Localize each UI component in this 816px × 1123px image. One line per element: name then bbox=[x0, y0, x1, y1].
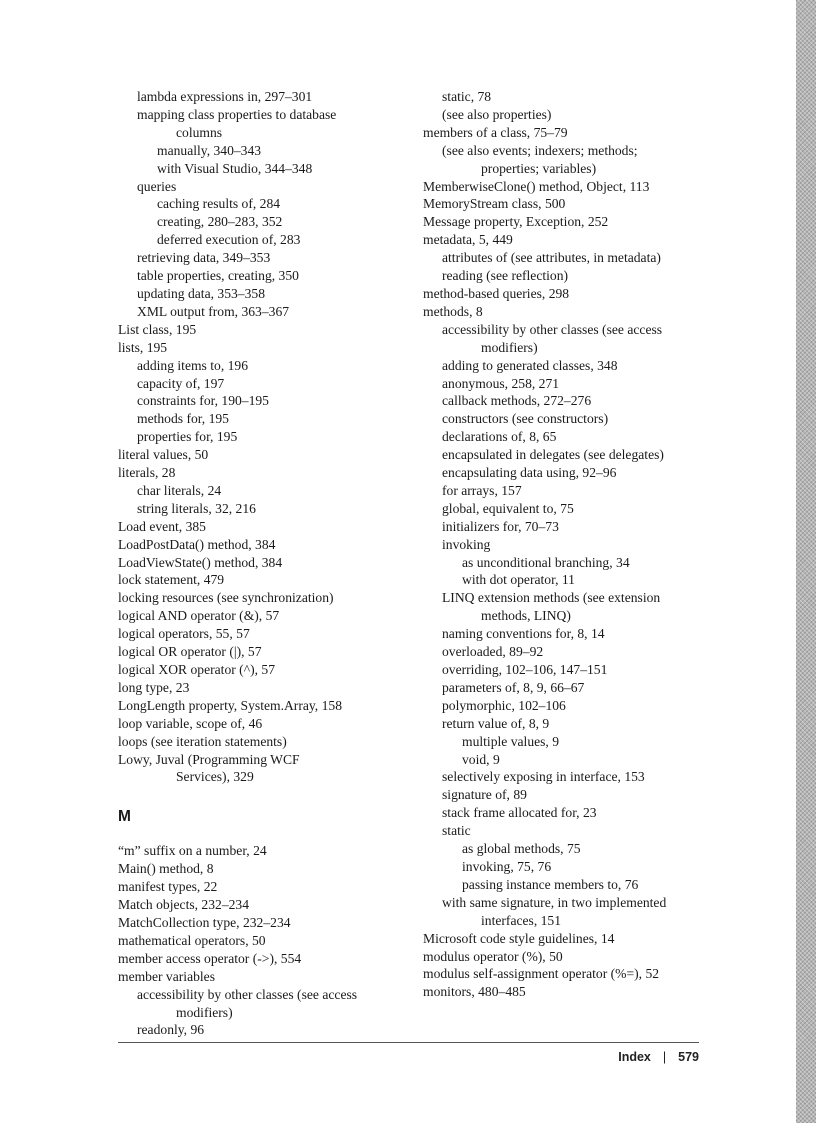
index-entry-level-2: as global methods, 75 bbox=[462, 841, 581, 857]
index-entry-level-1: static bbox=[442, 823, 471, 839]
index-entry-level-1: capacity of, 197 bbox=[137, 375, 225, 391]
index-entry-level-1: constructors (see constructors) bbox=[442, 411, 609, 427]
index-entry-level-0: lists, 195 bbox=[118, 339, 168, 355]
index-entry-level-0: literals, 28 bbox=[118, 465, 176, 481]
index-entry-level-0: monitors, 480–485 bbox=[423, 984, 526, 1000]
index-entry-level-0: member access operator (->), 554 bbox=[118, 950, 302, 966]
index-entry-level-0: lock statement, 479 bbox=[118, 572, 225, 588]
index-entry-continuation: columns bbox=[176, 124, 223, 140]
index-entry-continuation: methods, LINQ) bbox=[481, 608, 571, 624]
footer-separator: | bbox=[662, 1050, 667, 1064]
footer-rule bbox=[118, 1042, 699, 1043]
index-entry-level-0: List class, 195 bbox=[118, 321, 197, 337]
index-entry-level-0: LoadViewState() method, 384 bbox=[118, 554, 283, 570]
index-entry-level-1: signature of, 89 bbox=[442, 787, 527, 803]
letter-spacer bbox=[118, 830, 418, 842]
index-entry-continuation: modifiers) bbox=[176, 1004, 233, 1020]
index-entry-level-1: adding to generated classes, 348 bbox=[442, 357, 618, 373]
index-entry-level-0: LoadPostData() method, 384 bbox=[118, 536, 276, 552]
index-entry-level-0: manifest types, 22 bbox=[118, 879, 218, 895]
index-entry-level-2: invoking, 75, 76 bbox=[462, 858, 552, 874]
index-entry-level-0: locking resources (see synchronization) bbox=[118, 590, 334, 606]
index-entry-level-1: overloaded, 89–92 bbox=[442, 644, 544, 660]
index-entry-level-0: long type, 23 bbox=[118, 679, 190, 695]
index-entry-level-1: table properties, creating, 350 bbox=[137, 268, 299, 284]
footer-section-label: Index bbox=[618, 1050, 651, 1064]
index-entry-level-0: mathematical operators, 50 bbox=[118, 932, 266, 948]
index-entry-level-2: manually, 340–343 bbox=[157, 142, 262, 158]
index-entry-level-1: invoking bbox=[442, 536, 491, 552]
index-entry-level-0: Load event, 385 bbox=[118, 518, 206, 534]
index-entry-level-1: retrieving data, 349–353 bbox=[137, 250, 271, 266]
index-entry-level-2: creating, 280–283, 352 bbox=[157, 214, 283, 230]
index-entry-level-1: accessibility by other classes (see access bbox=[442, 321, 663, 337]
index-entry-level-0: loop variable, scope of, 46 bbox=[118, 715, 263, 731]
index-entry-level-0: members of a class, 75–79 bbox=[423, 124, 568, 140]
index-entry-level-0: member variables bbox=[118, 968, 216, 984]
index-entry-level-0: metadata, 5, 449 bbox=[423, 232, 513, 248]
index-entry-level-2: with dot operator, 11 bbox=[462, 572, 575, 588]
index-entry-level-1: methods for, 195 bbox=[137, 411, 229, 427]
index-entry-level-1: anonymous, 258, 271 bbox=[442, 375, 560, 391]
index-entry-level-1: queries bbox=[137, 178, 177, 194]
index-entry-level-1: LINQ extension methods (see extension bbox=[442, 590, 661, 606]
index-entry-level-1: string literals, 32, 216 bbox=[137, 500, 256, 516]
index-entry-continuation: Services), 329 bbox=[176, 769, 254, 785]
index-entry-level-0: LongLength property, System.Array, 158 bbox=[118, 697, 342, 713]
index-entry-continuation: modifiers) bbox=[481, 339, 538, 355]
index-entry-level-1: selectively exposing in interface, 153 bbox=[442, 769, 645, 785]
index-entry-level-0: loops (see iteration statements) bbox=[118, 733, 287, 749]
index-entry-continuation: interfaces, 151 bbox=[481, 912, 562, 928]
index-entry-level-0: Lowy, Juval (Programming WCF bbox=[118, 751, 300, 767]
index-entry-level-2: as unconditional branching, 34 bbox=[462, 554, 630, 570]
index-entry-level-0: Microsoft code style guidelines, 14 bbox=[423, 930, 615, 946]
index-entry-level-0: logical AND operator (&), 57 bbox=[118, 608, 280, 624]
index-entry-level-0: MatchCollection type, 232–234 bbox=[118, 914, 291, 930]
index-entry-level-1: stack frame allocated for, 23 bbox=[442, 805, 597, 821]
index-entry-level-1: parameters of, 8, 9, 66–67 bbox=[442, 679, 585, 695]
index-entry-level-1: return value of, 8, 9 bbox=[442, 715, 550, 731]
index-entry-level-0: method-based queries, 298 bbox=[423, 285, 570, 301]
index-entry-level-1: declarations of, 8, 65 bbox=[442, 429, 557, 445]
index-entry-level-0: modulus operator (%), 50 bbox=[423, 948, 563, 964]
index-entry-level-0: MemoryStream class, 500 bbox=[423, 196, 566, 212]
index-entry-level-0: Message property, Exception, 252 bbox=[423, 214, 609, 230]
index-entry-level-1: callback methods, 272–276 bbox=[442, 393, 592, 409]
page-number: 579 bbox=[678, 1050, 699, 1064]
index-column-left bbox=[118, 88, 418, 1039]
index-letter-heading: M bbox=[118, 808, 131, 826]
index-entry-level-1: mapping class properties to database bbox=[137, 106, 337, 122]
index-entry-level-2: deferred execution of, 283 bbox=[157, 232, 301, 248]
index-entry-level-0: logical operators, 55, 57 bbox=[118, 626, 250, 642]
index-entry-level-0: logical XOR operator (^), 57 bbox=[118, 662, 275, 677]
index-entry-level-1: (see also properties) bbox=[442, 106, 552, 122]
index-entry-continuation: properties; variables) bbox=[481, 160, 597, 176]
index-entry-level-1: reading (see reflection) bbox=[442, 268, 569, 284]
index-entry-level-2: caching results of, 284 bbox=[157, 196, 281, 212]
index-entry-level-2: multiple values, 9 bbox=[462, 733, 560, 749]
index-column-right bbox=[423, 88, 723, 1001]
index-entry-level-0: MemberwiseClone() method, Object, 113 bbox=[423, 178, 650, 194]
index-entry-level-0: “m” suffix on a number, 24 bbox=[118, 843, 267, 859]
index-entry-level-1: naming conventions for, 8, 14 bbox=[442, 626, 605, 642]
index-entry-level-1: readonly, 96 bbox=[137, 1022, 205, 1038]
index-entry-level-1: (see also events; indexers; methods; bbox=[442, 142, 638, 158]
index-entry-level-1: adding items to, 196 bbox=[137, 357, 249, 373]
index-entry-level-1: overriding, 102–106, 147–151 bbox=[442, 662, 608, 677]
index-entry-level-1: polymorphic, 102–106 bbox=[442, 697, 566, 713]
index-entry-level-0: logical OR operator (|), 57 bbox=[118, 644, 262, 660]
index-entry-level-1: char literals, 24 bbox=[137, 482, 222, 498]
index-entry-level-0: Match objects, 232–234 bbox=[118, 897, 250, 913]
index-entry-level-0: Main() method, 8 bbox=[118, 861, 214, 877]
index-entry-level-1: static, 78 bbox=[442, 89, 492, 104]
index-entry-level-1: XML output from, 363–367 bbox=[137, 303, 290, 319]
index-entry-level-1: updating data, 353–358 bbox=[137, 285, 265, 301]
page-edge-strip bbox=[796, 0, 816, 1123]
index-entry-level-0: literal values, 50 bbox=[118, 447, 209, 463]
index-entry-level-1: lambda expressions in, 297–301 bbox=[137, 89, 313, 104]
index-entry-level-1: properties for, 195 bbox=[137, 429, 238, 445]
index-entry-level-1: with same signature, in two implemented bbox=[442, 894, 667, 910]
index-entry-level-0: modulus self-assignment operator (%=), 52 bbox=[423, 966, 660, 982]
index-entry-level-1: encapsulated in delegates (see delegates) bbox=[442, 447, 664, 463]
index-entry-level-1: constraints for, 190–195 bbox=[137, 393, 269, 409]
index-entry-level-1: attributes of (see attributes, in metadata) bbox=[442, 250, 661, 266]
index-entry-level-1: initializers for, 70–73 bbox=[442, 518, 559, 534]
index-entry-level-1: encapsulating data using, 92–96 bbox=[442, 465, 617, 481]
index-entry-level-2: with Visual Studio, 344–348 bbox=[157, 160, 313, 176]
index-entry-level-0: methods, 8 bbox=[423, 303, 483, 319]
page-footer bbox=[618, 1050, 699, 1064]
index-entry-level-1: for arrays, 157 bbox=[442, 482, 522, 498]
index-entry-level-2: void, 9 bbox=[462, 751, 500, 767]
index-entry-level-1: global, equivalent to, 75 bbox=[442, 500, 574, 516]
index-entry-level-1: accessibility by other classes (see access bbox=[137, 986, 358, 1002]
index-entry-level-2: passing instance members to, 76 bbox=[462, 876, 639, 892]
